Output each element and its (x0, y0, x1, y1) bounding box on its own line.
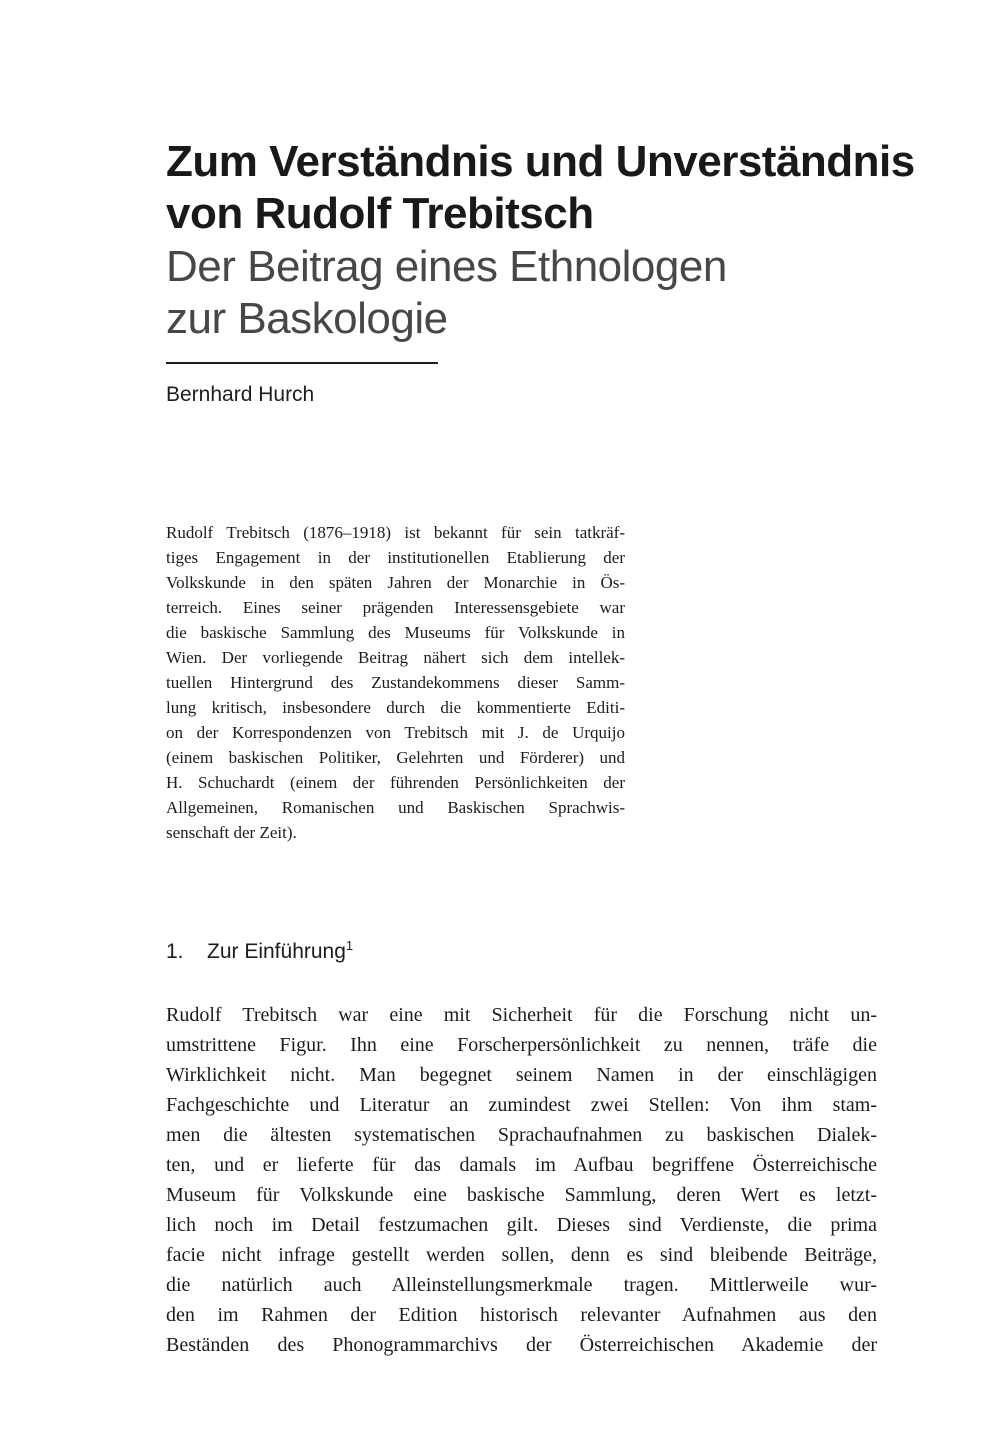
text-line: lung kritisch, insbesondere durch die kommentierte Editi- (166, 698, 625, 717)
title-divider-rule (166, 362, 438, 364)
text-line: zur Baskologie (166, 294, 448, 343)
text-line: Wien. Der vorliegende Beitrag nähert sich dem intellek- (166, 648, 625, 667)
text-line: Rudolf Trebitsch war eine mit Sicherheit für die Forschung nicht un- (166, 1004, 877, 1026)
article-title (166, 136, 915, 240)
text-line: terreich. Eines seiner prägenden Interessensgebiete war (166, 598, 625, 617)
text-line: ten, und er lieferte für das damals im Aufbau begriffene Österreichische (166, 1154, 877, 1176)
footnote-marker: 1 (345, 938, 354, 953)
text-line: tiges Engagement in der institutionellen Etablierung der (166, 548, 625, 567)
text-line: Der Beitrag eines Ethnologen (166, 242, 727, 291)
text-line: facie nicht infrage gestellt werden sollen, denn es sind bleibende Beiträge, (166, 1244, 877, 1266)
text-line: Beständen des Phonogrammarchivs der Österreichischen Akademie der (166, 1334, 877, 1356)
text-line: Rudolf Trebitsch (1876–1918) ist bekannt für sein tatkräf- (166, 523, 625, 542)
text-line: tuellen Hintergrund des Zustandekommens dieser Samm- (166, 673, 625, 692)
section-heading (166, 940, 353, 964)
text-line: senschaft der Zeit). (166, 823, 297, 842)
text-line: umstrittene Figur. Ihn eine Forscherpersönlichkeit zu nennen, träfe die (166, 1034, 877, 1056)
text-line: die natürlich auch Alleinstellungsmerkmale tragen. Mittlerweile wur- (166, 1274, 877, 1296)
text-line: von Rudolf Trebitsch (166, 189, 594, 238)
text-line: den im Rahmen der Edition historisch relevanter Aufnahmen aus den (166, 1304, 877, 1326)
text-line: on der Korrespondenzen von Trebitsch mit J. de Urquijo (166, 723, 625, 742)
text-line: men die ältesten systematischen Sprachaufnahmen zu baskischen Dialek- (166, 1124, 877, 1146)
abstract-paragraph (166, 520, 625, 845)
text-line: Volkskunde in den späten Jahren der Monarchie in Ös- (166, 573, 625, 592)
body-paragraph (166, 1000, 877, 1360)
text-line: die baskische Sammlung des Museums für Volkskunde in (166, 623, 625, 642)
section-number: 1. (166, 940, 184, 963)
text-line: Museum für Volkskunde eine baskische Sammlung, deren Wert es letzt- (166, 1184, 877, 1206)
text-line: lich noch im Detail festzumachen gilt. Dieses sind Verdienste, die prima (166, 1214, 877, 1236)
text-line: Zum Verständnis und Unverständnis (166, 137, 915, 186)
text-line: Fachgeschichte und Literatur an zumindest zwei Stellen: Von ihm stam- (166, 1094, 877, 1116)
text-line: (einem baskischen Politiker, Gelehrten und Förderer) und (166, 748, 625, 767)
text-line: Allgemeinen, Romanischen und Baskischen Sprachwis- (166, 798, 625, 817)
author-name: Bernhard Hurch (166, 383, 315, 406)
article-subtitle (166, 241, 727, 345)
text-line: Wirklichkeit nicht. Man begegnet seinem Namen in der einschlägigen (166, 1064, 877, 1086)
text-line: H. Schuchardt (einem der führenden Persönlichkeiten der (166, 773, 625, 792)
section-title: Zur Einführung (207, 940, 346, 963)
